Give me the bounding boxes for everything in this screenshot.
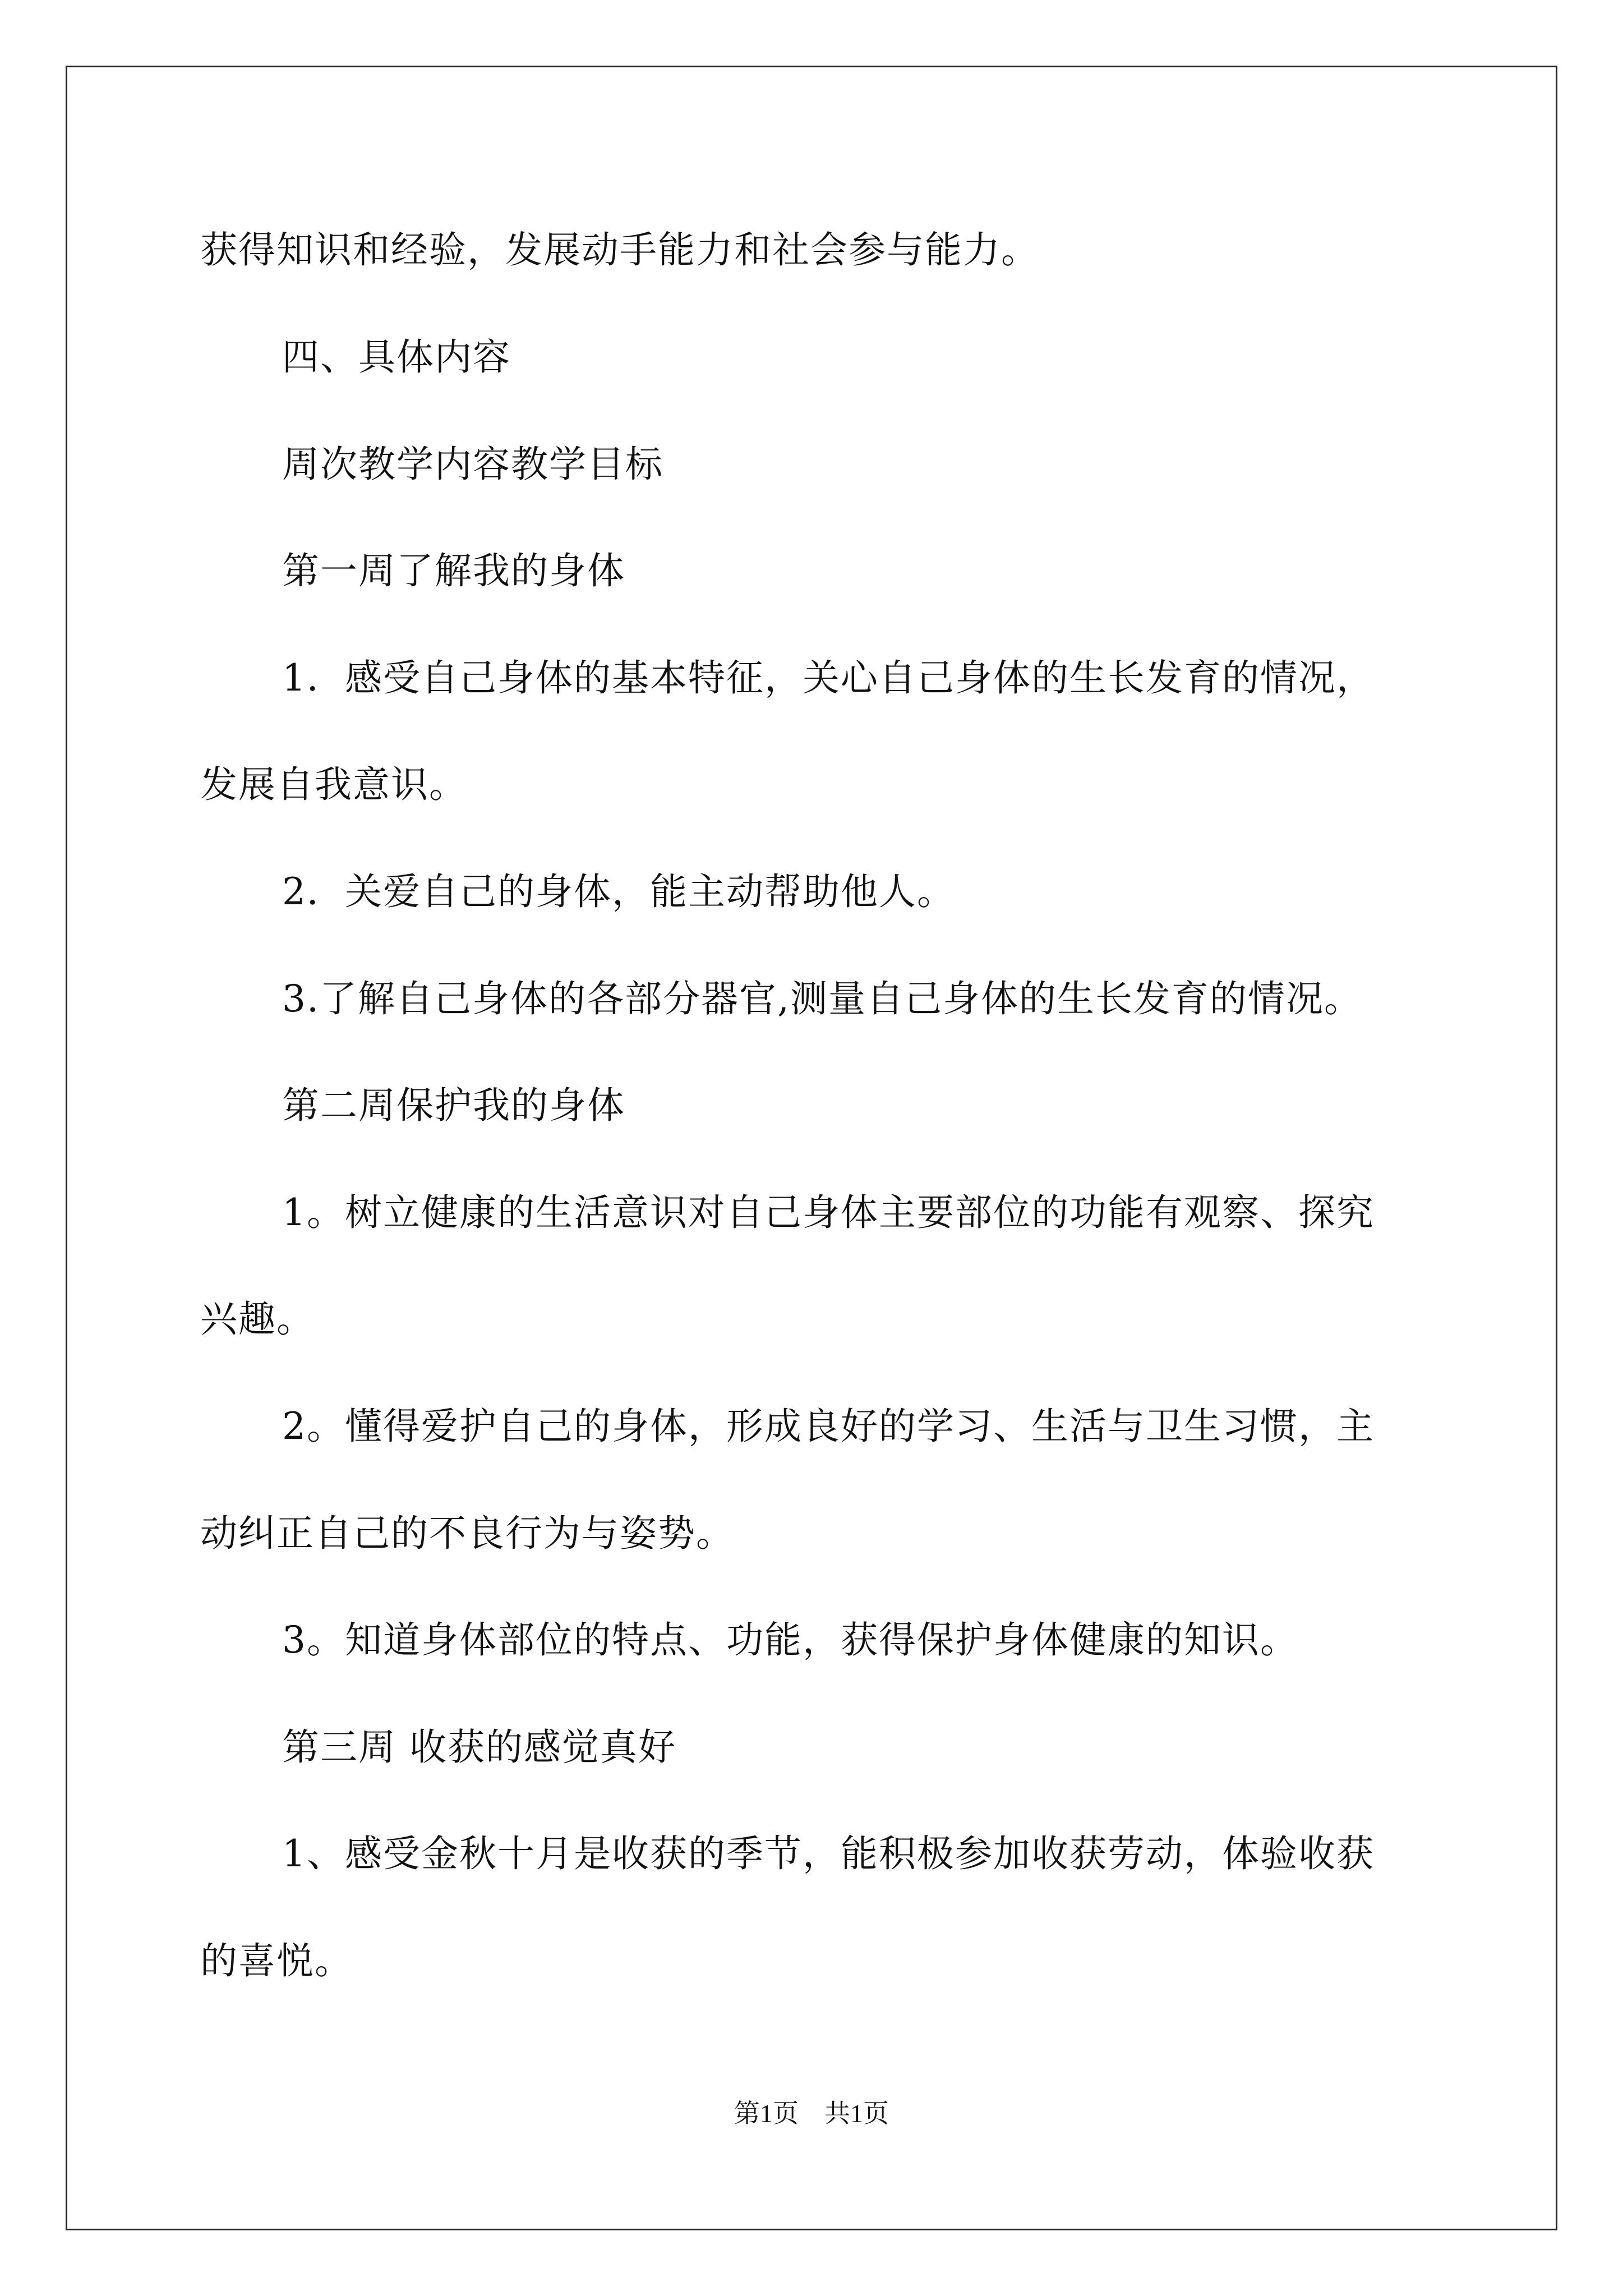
table-header-line: 周次教学内容教学目标 [282,443,663,486]
page-footer [0,2101,1623,2127]
paragraph-line: 3。知道身体部位的特点、功能，获得保护身体健康的知识。 [282,1618,1298,1662]
paragraph-line: 1。树立健康的生活意识对自己身体主要部位的功能有观察、探究 [282,1191,1375,1234]
page-border [66,66,1557,2230]
section-heading: 四、具体内容 [282,335,511,379]
paragraph-line: 3.了解自己身体的各部分器官,测量自己身体的生长发育的情况。 [282,977,1362,1020]
page-total: 共1页 [824,2099,889,2128]
paragraph-line: 2。懂得爱护自己的身体，形成良好的学习、生活与卫生习惯，主 [282,1405,1375,1448]
paragraph-line: 2．关爱自己的身体，能主动帮助他人。 [282,870,955,913]
paragraph-line: 的喜悦。 [200,1939,353,1982]
week-heading: 第三周 收获的感觉真好 [282,1726,676,1769]
paragraph-line: 1．感受自己身体的基本特征，关心自己身体的生长发育的情况， [282,656,1375,700]
week-heading: 第一周了解我的身体 [282,549,625,592]
paragraph-line: 1、感受金秋十月是收获的季节，能积极参加收获劳动，体验收获 [282,1832,1375,1875]
paragraph-line: 获得知识和经验，发展动手能力和社会参与能力。 [200,228,1039,272]
page-number: 第1页 [734,2099,799,2128]
week-heading: 第二周保护我的身体 [282,1084,625,1127]
paragraph-line: 动纠正自己的不良行为与姿势。 [200,1512,734,1555]
paragraph-line: 兴趣。 [200,1297,315,1341]
paragraph-line: 发展自我意识。 [200,763,467,806]
